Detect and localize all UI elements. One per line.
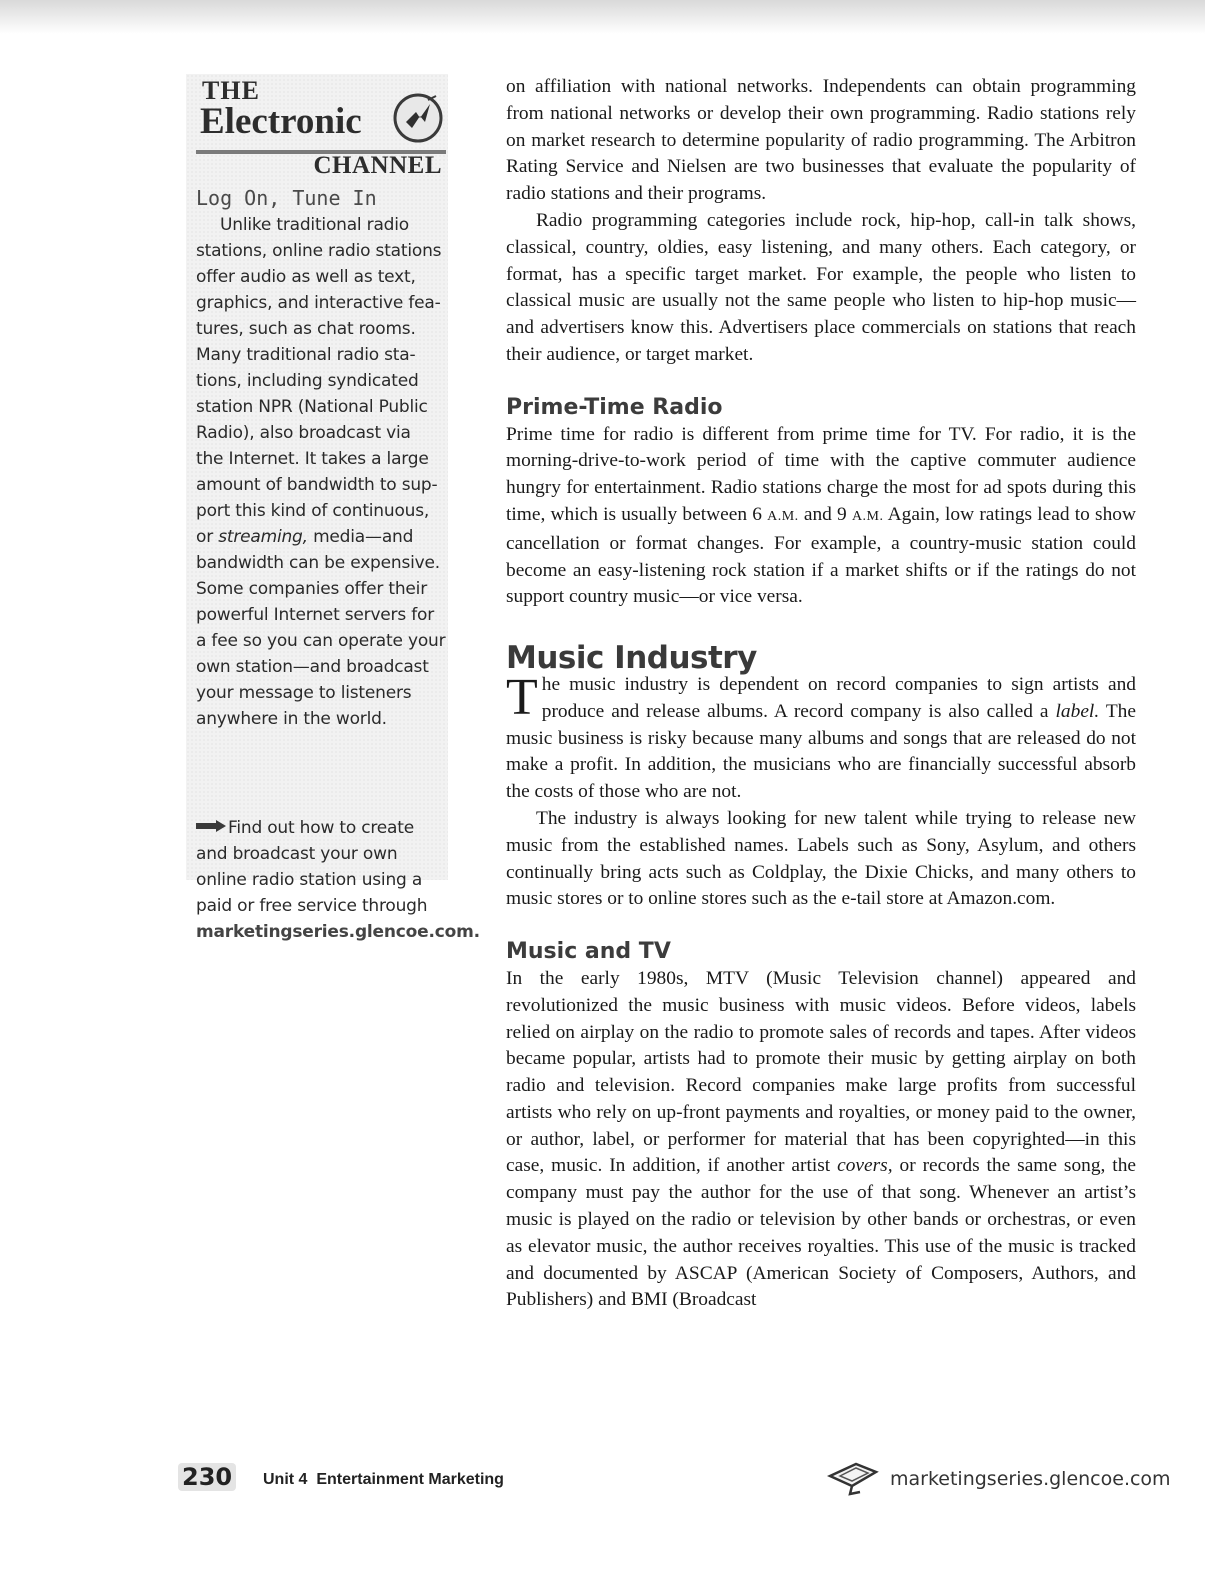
sidebar-line: port this kind of continuous, [196, 501, 430, 521]
am-label: A.M. [767, 508, 799, 524]
sidebar-line: Unlike traditional radio [220, 215, 409, 235]
sidebar-find-line: online radio station using a [196, 870, 423, 890]
prime-text-a: Prime time for radio is different from prime time for TV. For radio, it is the morning-drive-to-work period of time with the captive commuter audience hungry for entertainment. Radio stations charge the most for ad spots during this time, which is usually between 6 [506, 423, 1136, 525]
sidebar-url-link[interactable]: marketingseries.glencoe.com. [196, 922, 480, 942]
electronic-channel-sidebar [186, 74, 480, 942]
music-text-b: The music business is risky because many albums and songs that are released do not make a profit. In addition, the musicians who are financially successful absorb the costs of those who are not. [506, 700, 1136, 803]
covers-term: covers, [837, 1155, 893, 1177]
sidebar-title: Log On, Tune In [196, 186, 377, 210]
sidebar-body [196, 212, 448, 732]
section-name: Entertainment Marketing [316, 1471, 504, 1488]
sidebar-line: amount of bandwidth to sup- [196, 475, 438, 495]
logo-the: THE [202, 76, 260, 105]
main-column [506, 74, 1136, 1314]
streaming-term: streaming, [218, 527, 308, 547]
page-number: 230 [178, 1463, 236, 1491]
unit-number: Unit 4 [263, 1471, 308, 1488]
sidebar-line: the Internet. It takes a large [196, 449, 429, 469]
heading-prime-time-radio: Prime-Time Radio [506, 394, 723, 420]
electronic-channel-logo [196, 76, 446, 182]
paragraph-music-and-tv [506, 966, 1136, 1314]
heading-music-industry: Music Industry [506, 640, 757, 677]
sidebar-line: Radio), also broadcast via [196, 423, 411, 443]
logo-channel: CHANNEL [313, 152, 442, 179]
sidebar-line-prefix: or [196, 527, 219, 547]
sidebar-find-out [196, 815, 480, 945]
sidebar-find-line [196, 815, 448, 841]
sidebar-line: anywhere in the world. [196, 709, 387, 729]
sidebar-line: offer audio as well as text, [196, 267, 416, 287]
prime-text-c: Again, low ratings lead to show cancellation or format changes. For example, a country-music station could become an easy-listening rock station if a market shifts or if the ratings do not support country music—or vice versa. [506, 503, 1136, 608]
sidebar-line: your message to listeners [196, 683, 412, 703]
heading-music-and-tv: Music and TV [506, 939, 671, 965]
sidebar-line: powerful Internet servers for [196, 605, 434, 625]
paragraph-prime-time [506, 422, 1136, 612]
music-text-a: he music industry is dependent on record companies to sign artists and produce and release albums. A record company is also called a [541, 673, 1136, 722]
drop-cap: T [506, 668, 538, 726]
paragraph-programming-categories: Radio programming categories include rock, hip-hop, call-in talk shows, classical, country, oldies, easy listening, and many others. Each category, or format, has a specific target market. For example, the people who listen to classical music are usually not the same people who listen to hip-hop music—and advertisers know this. Advertisers place commercials on stations that reach their audience, or target market. [506, 209, 1136, 365]
sidebar-line: Some companies offer their [196, 579, 427, 599]
logo-electronic: Electronic [200, 101, 362, 142]
tv-text-b: or records the same song, the company must pay the author for the use of that song. Whenever an artist’s music is played on the radio or television by other bands or orchestras, or even as elevator music, the author receives royalties. This use of the music is tracked and documented by ASCAP (American Society of Composers, Authors, and Publishers) and BMI (Broadcast [506, 1155, 1136, 1311]
sidebar-line: graphics, and interactive fea- [196, 293, 441, 313]
tv-text-a: In the early 1980s, MTV (Music Television channel) appeared and revolutionized the music business with music videos. Before videos, labels relied on airplay on the radio to promote sales of records and tapes. After videos became popular, artists had to promote their music by getting airplay on both radio and television. Record companies make large profits from successful artists who rely on up-front payments and royalties, or money paid to the owner, or author, label, or performer for material that has been copyrighted—in this case, music. In addition, if another artist [506, 967, 1136, 1177]
sidebar-line: tures, such as chat rooms. [196, 319, 416, 339]
sidebar-line: tions, including syndicated [196, 371, 419, 391]
computer-icon [826, 1458, 884, 1498]
paragraph-music-industry [506, 668, 1136, 806]
arrow-right-icon [196, 820, 226, 832]
lightning-disc-icon [392, 92, 444, 144]
sidebar-find-line: and broadcast your own [196, 844, 398, 864]
sidebar-line: Many traditional radio sta- [196, 345, 416, 365]
sidebar-line: bandwidth can be expensive. [196, 553, 440, 573]
sidebar-line: a fee so you can operate your [196, 631, 446, 651]
footer-url-link[interactable]: marketingseries.glencoe.com [890, 1468, 1171, 1490]
paragraph-new-talent: The industry is always looking for new talent while trying to release new music from the established names. Labels such as Sony, Asylum, and others continually bring acts such as Coldplay, the Dixie Chicks, and many others to music stores or to online stores such as the e-tail store at Amazon.com. [506, 807, 1136, 910]
sidebar-line-suffix: media—and [307, 527, 414, 547]
prime-text-b: and 9 [798, 503, 852, 525]
am-label: A.M. [851, 508, 884, 524]
sidebar-line: own station—and broadcast [196, 657, 429, 677]
scan-shadow [0, 0, 1205, 34]
sidebar-line: stations, online radio stations [196, 241, 442, 261]
sidebar-line: station NPR (National Public [196, 397, 428, 417]
unit-label [263, 1471, 504, 1489]
sidebar-find-text: Find out how to create [228, 818, 414, 838]
label-term: label. [1055, 700, 1100, 722]
sidebar-line-streaming [196, 524, 448, 550]
paragraph-affiliation: on affiliation with national networks. Independents can obtain programming from national networks or develop their own programming. Radio stations rely on market research to determine popularity of radio programming. The Arbitron Rating Service and Nielsen are two businesses that evaluate the popularity of radio stations and their programs. [506, 76, 1136, 205]
sidebar-find-line: paid or free service through [196, 896, 428, 916]
